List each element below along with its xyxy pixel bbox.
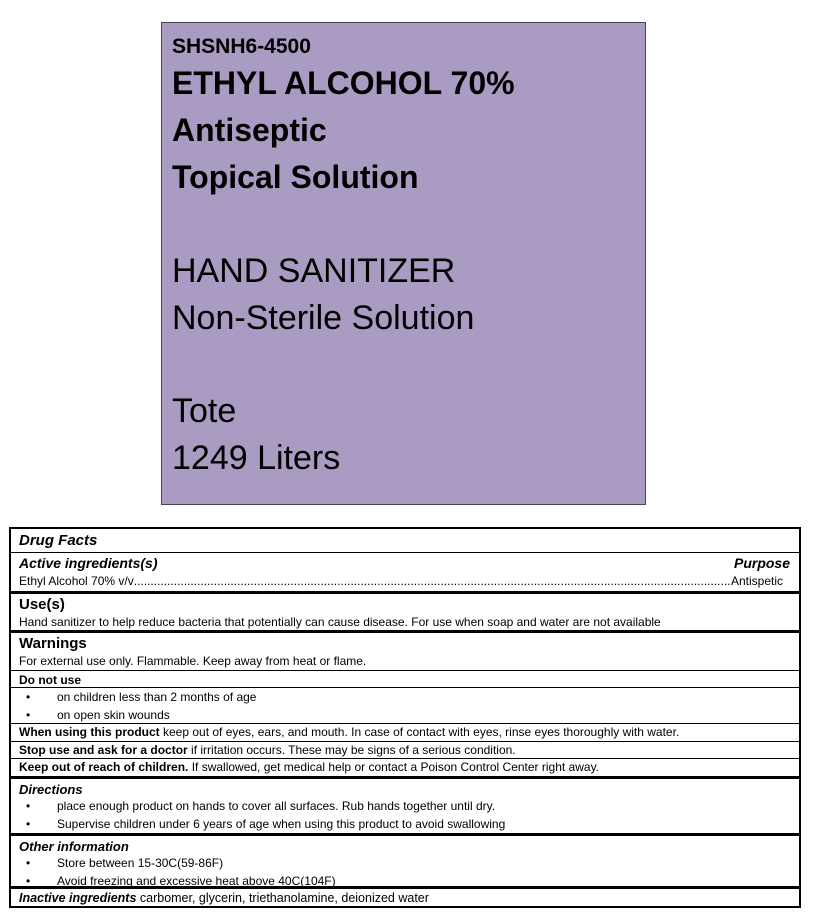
- list-item: • on children less than 2 months of age: [11, 690, 799, 704]
- warnings-header: Warnings: [19, 635, 87, 652]
- purpose-header: Purpose: [733, 555, 790, 571]
- product-code: SHSNH6-4500: [172, 35, 311, 58]
- active-ingredients-header: Active ingredients(s): [19, 555, 158, 571]
- inactive-ingredients-label: Inactive ingredients: [19, 891, 137, 905]
- do-not-use-header: Do not use: [11, 670, 799, 687]
- list-item: • place enough product on hands to cover all surfaces. Rub hands together until dry.: [11, 799, 799, 813]
- list-item: • Store between 15-30C(59-86F): [11, 856, 799, 870]
- directions-section: [11, 776, 799, 831]
- list-item: • Supervise children under 6 years of age when using this product to avoid swallowing: [11, 817, 799, 831]
- do-not-use-list: [11, 687, 799, 722]
- drug-facts-panel: [9, 527, 801, 908]
- product-title-line: Antiseptic: [172, 112, 327, 148]
- stop-use-text: if irritation occurs. These may be signs of a serious condition.: [187, 743, 516, 757]
- keep-out-text: If swallowed, get medical help or contact a Poison Control Center right away.: [188, 760, 600, 774]
- keep-out-row: [11, 758, 799, 774]
- other-information-section: [11, 833, 799, 888]
- product-label-panel: [161, 22, 646, 505]
- other-information-header: Other information: [19, 839, 129, 854]
- product-title-line: Topical Solution: [172, 159, 419, 195]
- stop-use-row: [11, 741, 799, 757]
- product-type-line: Non-Sterile Solution: [172, 299, 475, 337]
- stop-use-label: Stop use and ask for a doctor: [19, 743, 188, 757]
- directions-header: Directions: [19, 782, 83, 797]
- when-using-row: [11, 723, 799, 739]
- container-volume-line: 1249 Liters: [172, 439, 341, 477]
- list-item: • Avoid freezing and excessive heat above 40C(104F): [11, 874, 799, 888]
- dot-leader: [134, 574, 731, 588]
- active-ingredient-purpose: Antispetic: [730, 574, 783, 588]
- product-title-line: ETHYL ALCOHOL 70%: [172, 65, 515, 101]
- when-using-label: When using this product: [19, 725, 160, 739]
- active-ingredients-header-row: [11, 552, 799, 573]
- active-ingredient-row: [11, 574, 799, 588]
- product-type-line: HAND SANITIZER: [172, 252, 456, 290]
- when-using-text: keep out of eyes, ears, and mouth. In case of contact with eyes, rinse eyes thoroughly with water.: [159, 725, 680, 739]
- uses-section: [11, 591, 799, 629]
- drug-facts-title: Drug Facts: [19, 532, 98, 549]
- warnings-section: [11, 630, 799, 668]
- uses-text: Hand sanitizer to help reduce bacteria that potentially can cause disease. For use when soap and water are not available: [19, 615, 661, 629]
- active-ingredient-name: Ethyl Alcohol 70% v/v: [19, 574, 134, 588]
- warnings-text: For external use only. Flammable. Keep away from heat or flame.: [19, 654, 367, 668]
- keep-out-label: Keep out of reach of children.: [19, 760, 189, 774]
- inactive-ingredients-row: [11, 886, 799, 905]
- list-item: • on open skin wounds: [11, 708, 799, 722]
- container-line: Tote: [172, 392, 237, 430]
- inactive-ingredients-text: carbomer, glycerin, triethanolamine, deionized water: [136, 891, 429, 905]
- uses-header: Use(s): [19, 596, 65, 613]
